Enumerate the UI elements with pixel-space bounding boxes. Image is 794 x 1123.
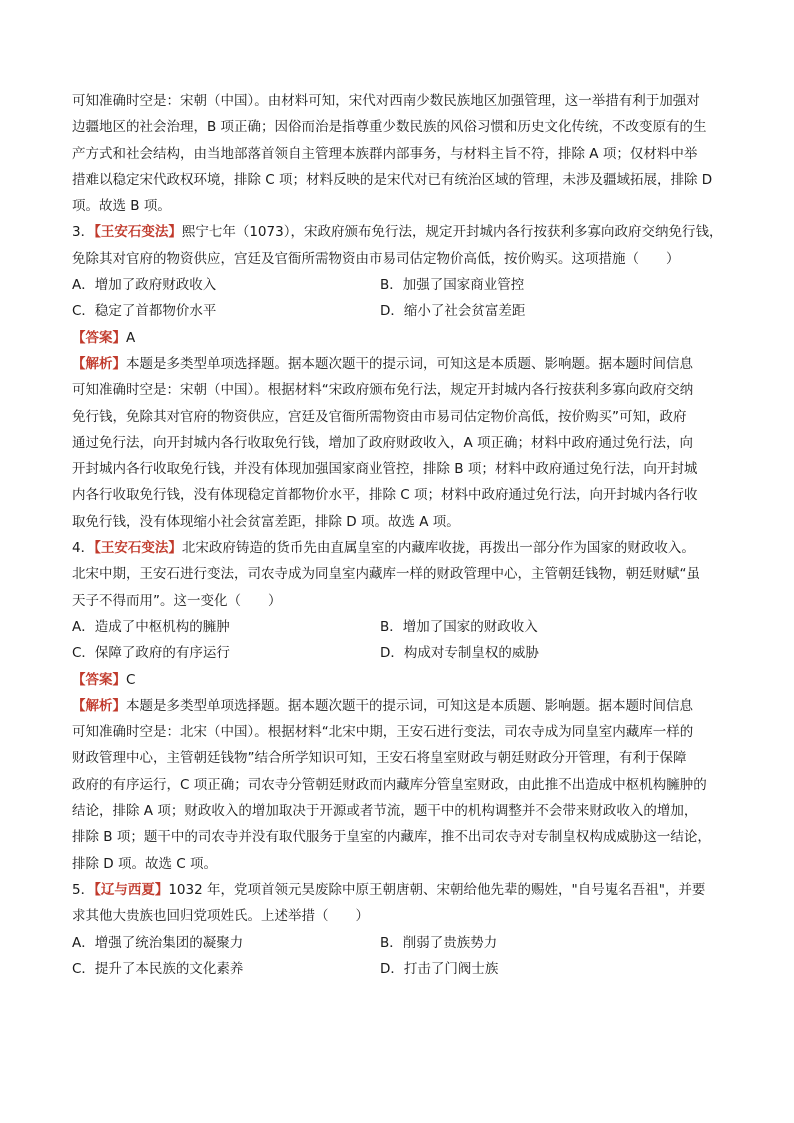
- text-line: 免除其对官府的物资供应，宫廷及官衙所需物资由市易司估定物价高低，按价购买。这项措施（ ）: [72, 250, 680, 267]
- answer-line: [72, 667, 726, 693]
- analysis-line: [72, 351, 726, 377]
- option-a: A．增强了统治集团的凝聚力: [72, 934, 244, 951]
- analysis-text: 本题是多类型单项选择题。据本题次题干的提示词，可知这是本质题、影响题。据本题时间信息: [126, 355, 693, 372]
- text-line: 排除 D 项。故选 C 项。: [72, 855, 217, 872]
- text-line: 北宋中期，王安石进行变法，司农寺成为同皇室内藏库一样的财政管理中心，主管朝廷钱物，朝廷财赋“虽: [72, 566, 700, 583]
- option-c: C．保障了政府的有序运行: [72, 645, 230, 662]
- stem-text: 1032 年，党项首领元昊废除中原王朝唐朝、宋朝给他先辈的赐姓，"自号嵬名吾祖"，并要: [168, 881, 706, 898]
- text-line: 财政管理中心，主管朝廷钱物”结合所学知识可知，王安石将皇室财政与朝廷财政分开管理，有利于保障: [72, 750, 687, 767]
- options-row: [72, 930, 726, 956]
- options-row: [72, 614, 726, 640]
- topic-tag: 【辽与西夏】: [94, 881, 169, 898]
- text-line: 项。故选 B 项。: [72, 198, 171, 215]
- stem-text: 北宋政府铸造的货币先由直属皇室的内藏库收拢，再拨出一部分作为国家的财政收入。: [181, 540, 695, 557]
- text-line: 可知准确时空是：宋朝（中国）。根据材料“宋政府颁布免行法，规定开封城内各行按获利多寡向政府交纳: [72, 382, 694, 399]
- option-b: B．增加了国家的财政收入: [380, 618, 538, 635]
- option-c: C．稳定了首都物价水平: [72, 303, 217, 320]
- analysis-text: 本题是多类型单项选择题。据本题次题干的提示词，可知这是本质题、影响题。据本题时间信息: [126, 697, 693, 714]
- options-row: [72, 298, 726, 324]
- option-b: B．加强了国家商业管控: [380, 277, 525, 294]
- text-line: 排除 B 项；题干中的司农寺并没有取代服务于皇室的内藏库，推不出司农寺对专制皇权构成威胁这一结论，: [72, 829, 711, 846]
- analysis-label: 【解析】: [72, 355, 126, 372]
- stem-text: 熙宁七年（1073），宋政府颁布免行法，规定开封城内各行按获利多寡向政府交纳免行钱，: [181, 224, 723, 241]
- analysis-line: [72, 693, 726, 719]
- option-d: D．构成对专制皇权的威胁: [380, 645, 539, 662]
- answer-value: A: [126, 329, 136, 346]
- question-stem: [72, 877, 726, 903]
- text-line: 措难以稳定宋代政权环境，排除 C 项；材料反映的是宋代对已有统治区域的管理，未涉及疆域拓展，排除 D: [72, 171, 713, 188]
- text-line: 取免行钱，没有体现缩小社会贫富差距，排除 D 项。故选 A 项。: [72, 513, 460, 530]
- answer-line: [72, 325, 726, 351]
- text-line: 内各行收取免行钱，没有体现稳定首都物价水平，排除 C 项；材料中政府通过免行法，向开封城内各行收: [72, 487, 698, 504]
- text-line: 政府的有序运行，C 项正确；司农寺分管朝廷财政而内藏库分管皇室财政，由此推不出造成中枢机构臃肿的: [72, 776, 707, 793]
- text-line: 边疆地区的社会治理，B 项正确；因俗而治是指尊重少数民族的风俗习惯和历史文化传统，不改变原有的生: [72, 119, 707, 136]
- question-number: 4．: [72, 540, 95, 557]
- text-line: 天子不得而用”。这一变化（ ）: [72, 592, 282, 609]
- text-line: 结论，排除 A 项；财政收入的增加取决于开源或者节流，题干中的机构调整并不会带来财政收入的增加，: [72, 803, 698, 820]
- question-3: [72, 219, 726, 535]
- text-line: 可知准确时空是：北宋（中国）。根据材料“北宋中期，王安石进行变法，司农寺成为同皇室内藏库一样的: [72, 724, 694, 741]
- answer-value: C: [126, 671, 136, 688]
- answer-label: 【答案】: [72, 329, 126, 346]
- question-stem: [72, 535, 726, 561]
- topic-tag: 【王安石变法】: [94, 540, 182, 557]
- option-a: A．造成了中枢机构的臃肿: [72, 618, 230, 635]
- option-a: A．增加了政府财政收入: [72, 277, 217, 294]
- text-line: 可知准确时空是：宋朝（中国）。由材料可知，宋代对西南少数民族地区加强管理，这一举措有利于加强对: [72, 93, 700, 109]
- analysis-label: 【解析】: [72, 697, 126, 714]
- text-line: 免行钱，免除其对官府的物资供应，宫廷及官衙所需物资由市易司估定物价高低，按价购买”可知，政府: [72, 408, 687, 425]
- option-d: D．缩小了社会贫富差距: [380, 303, 526, 320]
- options-row: [72, 640, 726, 666]
- option-c: C．提升了本民族的文化素养: [72, 960, 244, 977]
- text-line: 求其他大贵族也回归党项姓氏。上述举措（ ）: [72, 908, 369, 925]
- options-row: [72, 956, 726, 982]
- question-5: [72, 877, 726, 982]
- text-line: 产方式和社会结构，由当地部落首领自主管理本族群内部事务，与材料主旨不符，排除 A 项；仅材料中举: [72, 145, 698, 162]
- question-number: 3．: [72, 224, 95, 241]
- text-line: 通过免行法，向开封城内各行收取免行钱，增加了政府财政收入，A 项正确；材料中政府通过免行法，向: [72, 434, 694, 451]
- options-row: [72, 272, 726, 298]
- question-stem: [72, 219, 726, 245]
- text-line: 开封城内各行收取免行钱，并没有体现加强国家商业管控，排除 B 项；材料中政府通过免行法，向开封城: [72, 461, 698, 478]
- document-page: [72, 88, 726, 982]
- question-number: 5．: [72, 881, 95, 898]
- topic-tag: 【王安石变法】: [94, 224, 182, 241]
- option-b: B．削弱了贵族势力: [380, 934, 498, 951]
- question-4: [72, 535, 726, 877]
- option-d: D．打击了门阀士族: [380, 960, 499, 977]
- intro-analysis: [72, 88, 726, 219]
- answer-label: 【答案】: [72, 671, 126, 688]
